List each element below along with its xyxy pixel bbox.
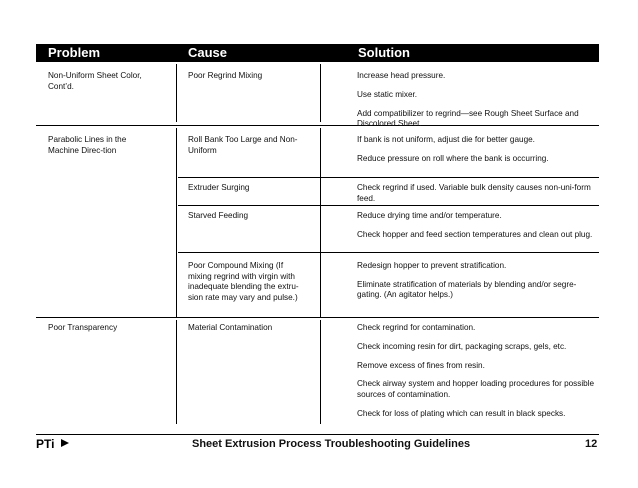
footer-rule — [36, 434, 599, 435]
cause-cell: Roll Bank Too Large and Non-Uniform — [188, 135, 298, 155]
footer-title: Sheet Extrusion Process Troubleshooting Guidelines — [192, 438, 471, 450]
solution-cell — [357, 261, 597, 301]
cause-cell: Extruder Surging — [188, 183, 250, 192]
column-divider — [320, 64, 321, 122]
header-problem: Problem — [48, 45, 101, 60]
problem-cell: Poor Transparency — [48, 323, 118, 332]
page-number: 12 — [585, 438, 598, 450]
solution-item: Check for loss of plating which can result in black specks. — [357, 408, 566, 418]
solution-item: If bank is not uniform, adjust die for better gauge. — [357, 135, 535, 144]
problem-cell: Parabolic Lines in the Machine Direc-tion — [48, 135, 127, 155]
column-divider — [176, 320, 177, 424]
column-divider — [320, 128, 321, 318]
solution-item: Increase head pressure. — [357, 71, 446, 80]
solution-cell — [357, 323, 597, 419]
header-cause: Cause — [188, 45, 228, 60]
column-divider — [176, 64, 177, 122]
cause-cell: Poor Regrind Mixing — [188, 71, 263, 80]
solution-item: Use static mixer. — [357, 89, 418, 99]
problem-cell: Non-Uniform Sheet Color, Cont’d. — [48, 71, 142, 91]
table-header — [36, 44, 599, 62]
solution-cell — [357, 183, 597, 204]
solution-item: Redesign hopper to prevent stratification. — [357, 261, 507, 270]
cause-cell: Starved Feeding — [188, 211, 249, 220]
cause-cell: Poor Compound Mixing (If mixing regrind with virgin with inadequate blending the extru-sion rate may vary and pulse.) — [188, 261, 299, 302]
header-solution: Solution — [358, 45, 410, 60]
row-separator — [178, 205, 599, 206]
row-separator — [36, 317, 599, 318]
solution-item: Check hopper and feed section temperatures and clean out plug. — [357, 229, 593, 239]
row-separator — [178, 177, 599, 178]
solution-item: Check airway system and hopper loading procedures for possible sources of contamination. — [357, 379, 595, 399]
solution-item: Check incoming resin for dirt, packaging scraps, gels, etc. — [357, 341, 567, 351]
solution-item: Remove excess of fines from resin. — [357, 360, 485, 370]
solution-item: Check regrind if used. Variable bulk density causes non-uni-form feed. — [357, 183, 591, 203]
cause-cell: Material Contamination — [188, 323, 273, 332]
solution-item: Eliminate stratification of materials by blending and/or segre-gating. (An agitator helps.) — [357, 279, 577, 300]
column-divider — [176, 128, 177, 318]
column-divider — [320, 320, 321, 424]
pti-logo-icon — [36, 436, 70, 450]
solution-item: Check regrind for contamination. — [357, 323, 476, 332]
solution-item: Reduce drying time and/or temperature. — [357, 211, 502, 220]
logo-text: PTi — [36, 437, 55, 450]
row-separator — [178, 252, 599, 253]
solution-item: Reduce pressure on roll where the bank is occurring. — [357, 153, 549, 163]
solution-item: Add compatibilizer to regrind—see Rough Sheet Surface and Discolored Sheet. — [357, 108, 579, 129]
solution-cell — [357, 135, 597, 164]
solution-cell — [357, 71, 597, 130]
solution-cell — [357, 211, 597, 240]
